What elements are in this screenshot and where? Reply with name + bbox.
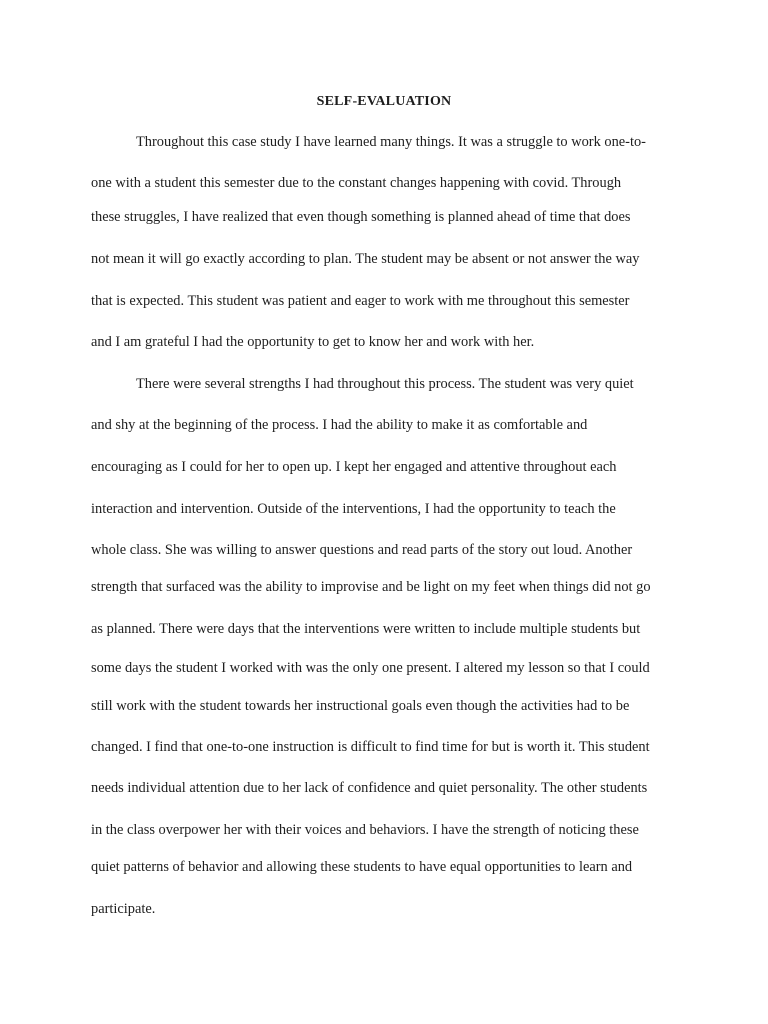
document-title: SELF-EVALUATION	[316, 94, 452, 109]
paragraph-line: one with a student this semester due to the constant changes happening with covid. Through	[91, 175, 622, 191]
paragraph-line: still work with the student towards her instructional goals even though the activities had to be	[91, 698, 630, 714]
paragraph-line: in the class overpower her with their voices and behaviors. I have the strength of noticing these	[91, 822, 639, 838]
paragraph-line: some days the student I worked with was the only one present. I altered my lesson so that I could	[91, 660, 650, 676]
paragraph-line: and shy at the beginning of the process. I had the ability to make it as comfortable and	[91, 417, 588, 433]
paragraph-line: that is expected. This student was patient and eager to work with me throughout this semester	[91, 293, 630, 309]
paragraph-line: Throughout this case study I have learned many things. It was a struggle to work one-to-	[136, 134, 646, 150]
paragraph-line: as planned. There were days that the interventions were written to include multiple students but	[91, 621, 641, 637]
paragraph-line: participate.	[91, 901, 156, 917]
paragraph-line: interaction and intervention. Outside of the interventions, I had the opportunity to teach the	[91, 501, 616, 517]
paragraph-line: changed. I find that one-to-one instruction is difficult to find time for but is worth it. This student	[91, 739, 650, 755]
paragraph-line: these struggles, I have realized that even though something is planned ahead of time that does	[91, 209, 631, 225]
paragraph-line: strength that surfaced was the ability to improvise and be light on my feet when things did not go	[91, 579, 651, 595]
paragraph-line: needs individual attention due to her lack of confidence and quiet personality. The other students	[91, 780, 648, 796]
paragraph-line: not mean it will go exactly according to plan. The student may be absent or not answer the way	[91, 251, 640, 267]
paragraph-line: quiet patterns of behavior and allowing these students to have equal opportunities to learn and	[91, 859, 633, 875]
paragraph-line: encouraging as I could for her to open up. I kept her engaged and attentive throughout each	[91, 459, 617, 475]
paragraph-line: and I am grateful I had the opportunity to get to know her and work with her.	[91, 334, 535, 350]
paragraph-line: whole class. She was willing to answer questions and read parts of the story out loud. Another	[91, 542, 633, 558]
paragraph-line: There were several strengths I had throughout this process. The student was very quiet	[136, 376, 634, 392]
